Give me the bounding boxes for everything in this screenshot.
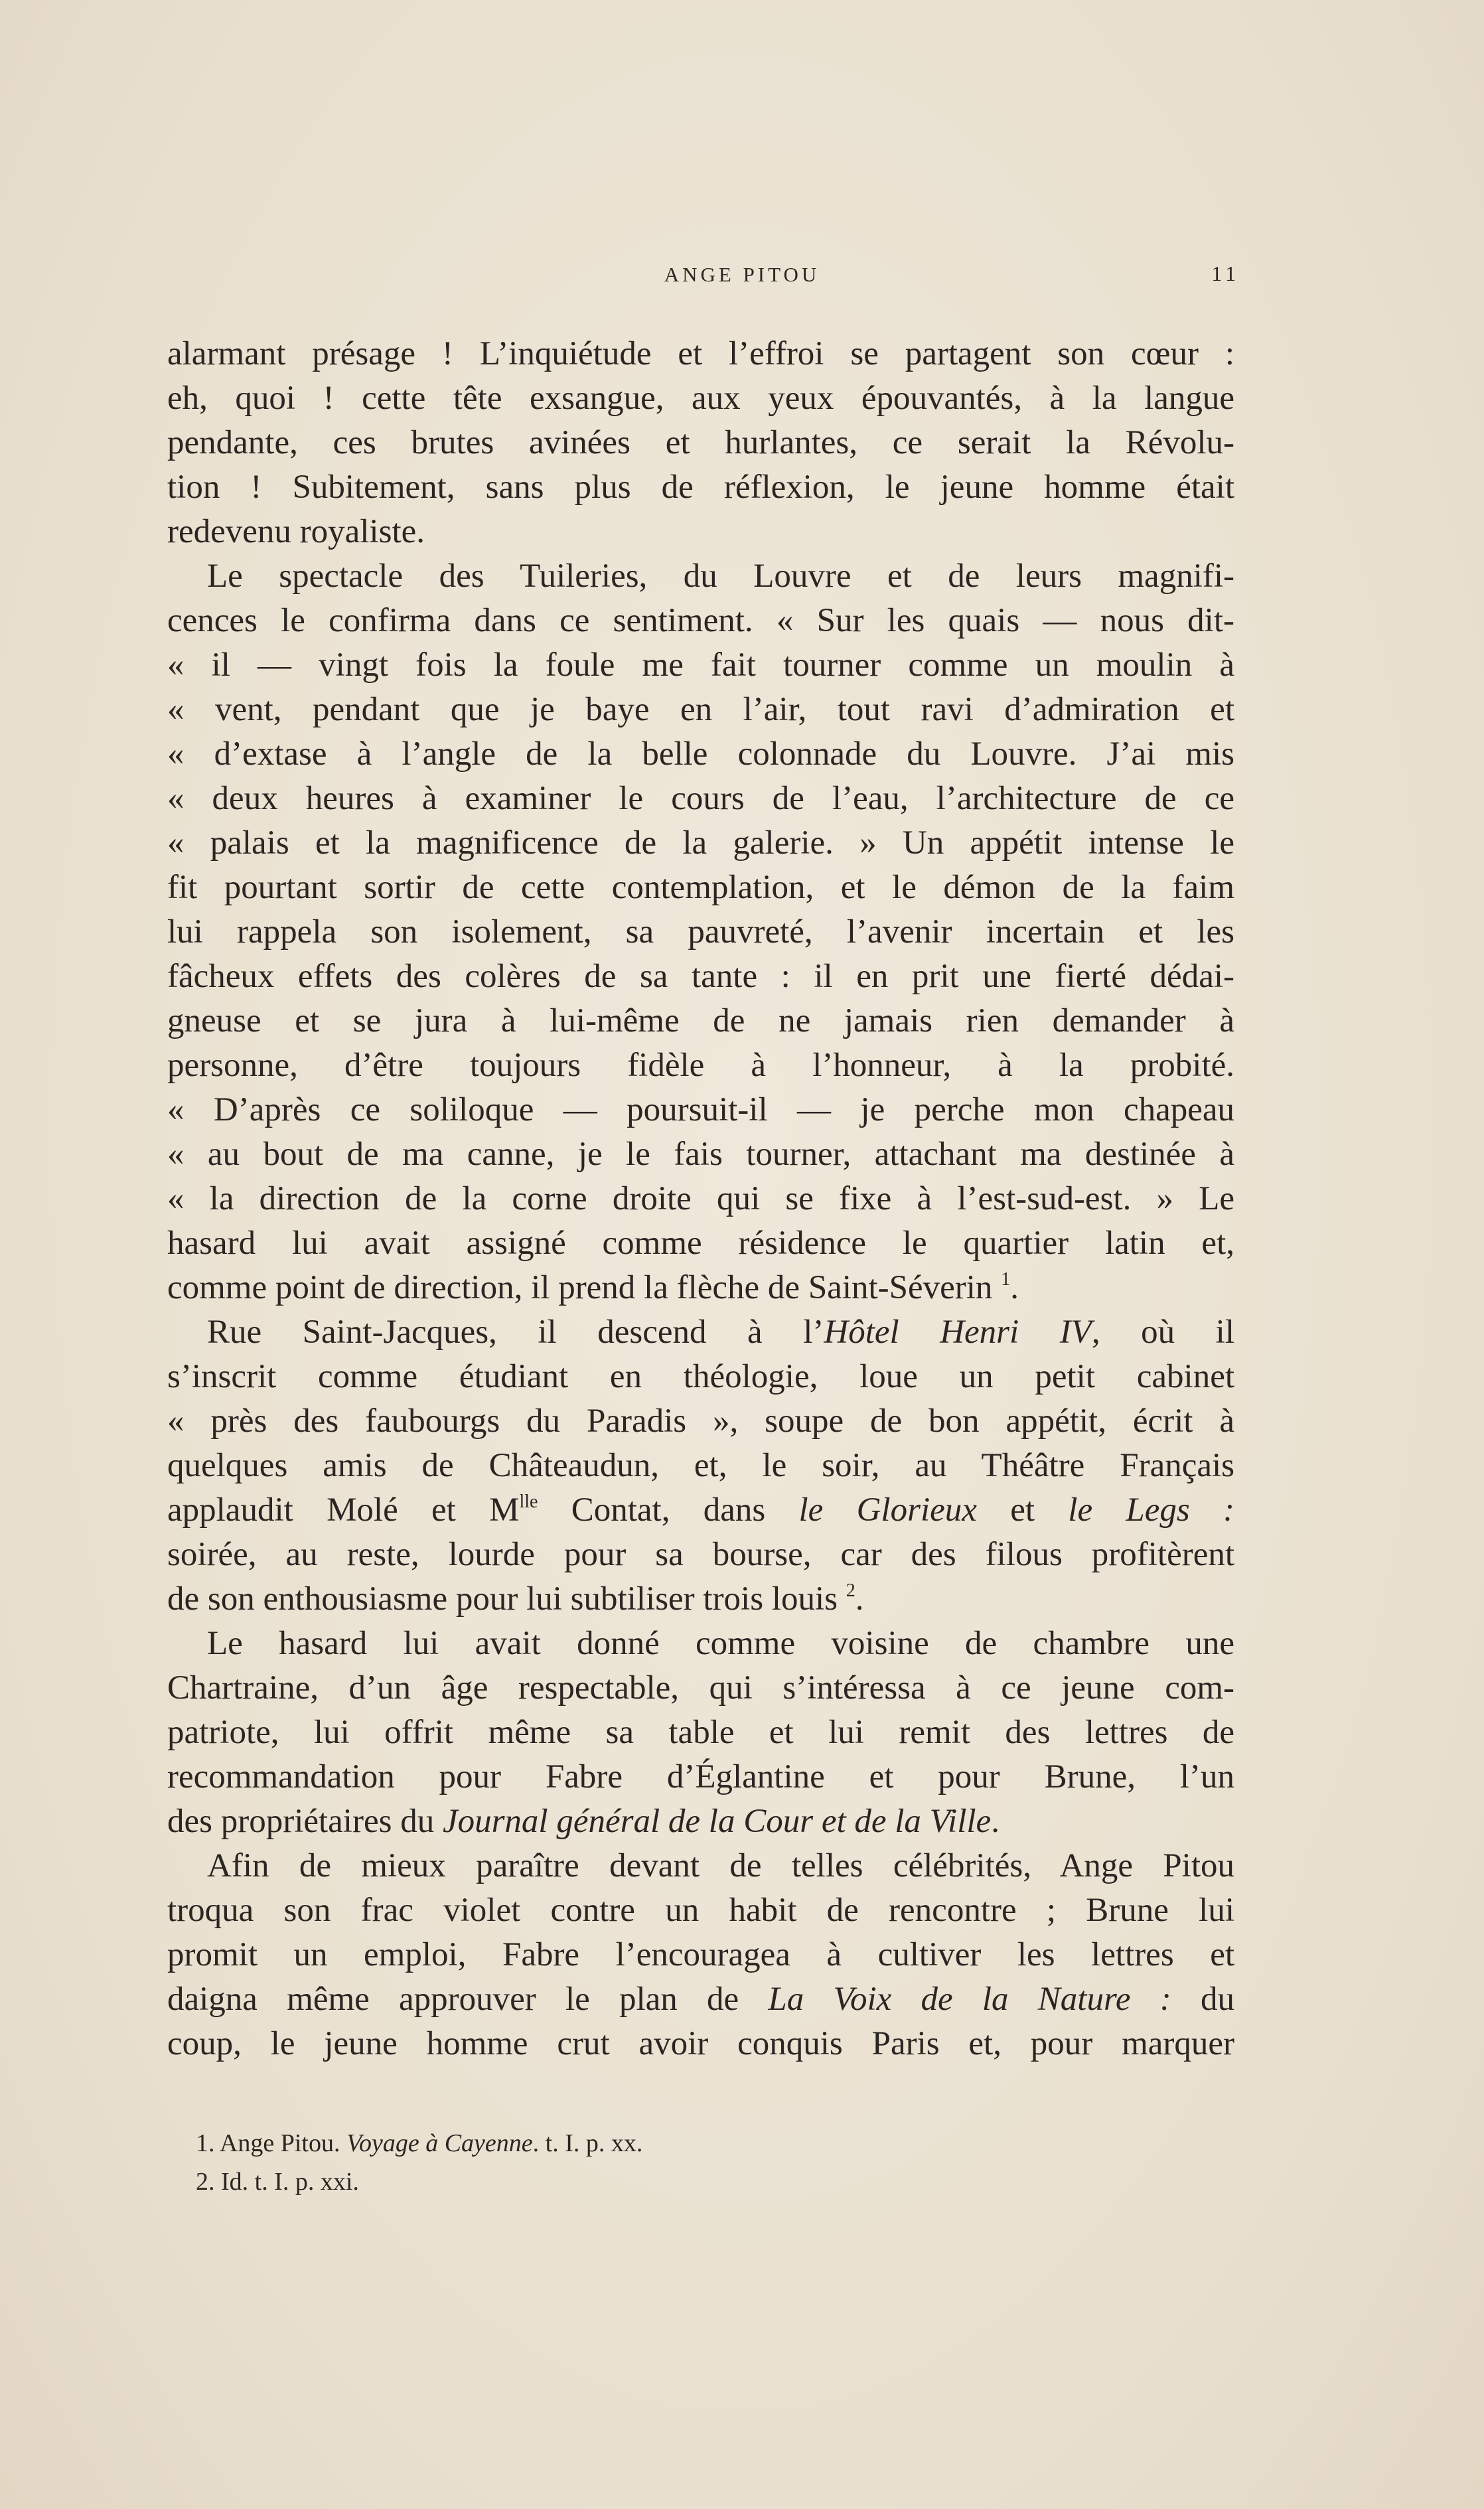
text-run: hasard lui avait assigné comme résidence le quartier latin et, [167, 1225, 1234, 1262]
body-text [167, 332, 1234, 2066]
text-run: Rue Saint-Jacques, il descend à l’ [207, 1314, 824, 1351]
text-run: soirée, au reste, lourde pour sa bourse, car des filous profitèrent [167, 1536, 1234, 1573]
footnote [196, 2124, 642, 2163]
text-line [167, 910, 1234, 954]
text-line [167, 732, 1234, 777]
text-line [167, 376, 1234, 421]
italic-text: La Voix de la Nature : [768, 1981, 1171, 2018]
text-line [167, 1711, 1234, 1755]
superscript: lle [519, 1491, 538, 1512]
text-line [167, 1132, 1234, 1177]
italic-text: le Legs : [1068, 1491, 1234, 1529]
text-run: . [991, 1803, 1000, 1840]
text-run: daigna même approuver le plan de [167, 1981, 769, 2018]
text-run: « au bout de ma canne, je le fais tourner, attachant ma destinée à [167, 1136, 1234, 1173]
text-run: coup, le jeune homme crut avoir conquis Paris et, pour marquer [167, 2025, 1234, 2062]
text-run: gneuse et se jura à lui-même de ne jamais rien demander à [167, 1002, 1234, 1039]
text-line [167, 1043, 1234, 1088]
text-run: Le spectacle des Tuileries, du Louvre et de leurs magnifi- [207, 558, 1234, 595]
text-run: « près des faubourgs du Paradis », soupe de bon appétit, écrit à [167, 1403, 1234, 1440]
text-run: Le hasard lui avait donné comme voisine de chambre une [207, 1625, 1234, 1662]
text-line [167, 1799, 1234, 1844]
text-run: patriote, lui offrit même sa table et lui remit des lettres de [167, 1714, 1234, 1751]
footnote [196, 2163, 642, 2201]
page-number: 11 [1211, 262, 1240, 285]
text-line [167, 1888, 1234, 1933]
text-run: « D’après ce soliloque — poursuit-il — je perche mon chapeau [167, 1091, 1234, 1128]
text-line [167, 1088, 1234, 1132]
text-run: troqua son frac violet contre un habit de rencontre ; Brune lui [167, 1892, 1234, 1929]
text-run: alarmant présage ! L’inquiétude et l’effroi se partagent son cœur : [167, 335, 1234, 372]
text-line [167, 688, 1234, 732]
text-line [167, 421, 1234, 465]
text-run: 2. Id. t. I. p. xxi. [196, 2168, 359, 2196]
text-run: « palais et la magnificence de la galerie. » Un appétit intense le [167, 824, 1234, 862]
text-run: tion ! Subitement, sans plus de réflexion, le jeune homme était [167, 469, 1234, 506]
text-run: et [976, 1491, 1069, 1529]
text-line [167, 1355, 1234, 1399]
text-run: lui rappela son isolement, sa pauvreté, l’avenir incertain et les [167, 913, 1234, 950]
text-run: comme point de direction, il prend la flèche de Saint-Séverin [167, 1269, 1002, 1306]
text-line [167, 1844, 1234, 1888]
text-run: des propriétaires du [167, 1803, 443, 1840]
text-run: , où il [1091, 1314, 1234, 1351]
text-run: de son enthousiasme pour lui subtiliser trois louis [167, 1580, 846, 1618]
text-run: . [1010, 1269, 1019, 1306]
text-line [167, 777, 1234, 821]
footnotes [196, 2124, 642, 2201]
text-line [167, 1933, 1234, 1977]
text-run: redevenu royaliste. [167, 513, 425, 550]
italic-text: Voyage à Cayenne [346, 2129, 533, 2157]
text-line [167, 465, 1234, 510]
text-line [167, 2022, 1234, 2066]
superscript: 2 [846, 1580, 855, 1601]
text-run: Contat, dans [538, 1491, 799, 1529]
text-run: applaudit Molé et M [167, 1491, 520, 1529]
text-run: fit pourtant sortir de cette contemplation, et le démon de la faim [167, 869, 1234, 906]
text-line [167, 1177, 1234, 1221]
text-run: « deux heures à examiner le cours de l’eau, l’architecture de ce [167, 780, 1234, 817]
text-run: . [855, 1580, 864, 1618]
text-run: du [1171, 1981, 1235, 2018]
text-line [167, 1266, 1234, 1310]
text-run: Chartraine, d’un âge respectable, qui s’intéressa à ce jeune com- [167, 1669, 1234, 1707]
italic-text: Journal général de la Cour et de la Ville [442, 1803, 992, 1840]
text-run: . t. I. p. xx. [532, 2129, 643, 2157]
text-line [167, 1533, 1234, 1577]
text-run: 1. Ange Pitou. [196, 2129, 346, 2157]
text-line [167, 510, 1234, 554]
text-line [167, 1622, 1234, 1666]
text-run: quelques amis de Châteaudun, et, le soir, au Théâtre Français [167, 1447, 1234, 1484]
text-line [167, 821, 1234, 866]
text-line [167, 599, 1234, 643]
text-run: pendante, ces brutes avinées et hurlantes, ce serait la Révolu- [167, 424, 1234, 461]
text-run: « vent, pendant que je baye en l’air, tout ravi d’admiration et [167, 691, 1234, 728]
text-run: « la direction de la corne droite qui se fixe à l’est-sud-est. » Le [167, 1180, 1234, 1217]
text-line [167, 1444, 1234, 1488]
text-line [167, 1977, 1234, 2022]
running-head-title: ANGE PITOU [664, 263, 820, 286]
text-run: s’inscrit comme étudiant en théologie, loue un petit cabinet [167, 1358, 1234, 1395]
italic-text: Hôtel Henri IV [824, 1314, 1092, 1351]
running-head [0, 259, 1484, 292]
text-line [167, 1221, 1234, 1266]
text-run: promit un emploi, Fabre l’encouragea à cultiver les lettres et [167, 1936, 1234, 1973]
text-run: « d’extase à l’angle de la belle colonnade du Louvre. J’ai mis [167, 735, 1234, 773]
text-run: recommandation pour Fabre d’Églantine et pour Brune, l’un [167, 1758, 1234, 1795]
text-line [167, 1399, 1234, 1444]
text-run: fâcheux effets des colères de sa tante : il en prit une fierté dédai- [167, 958, 1234, 995]
text-line [167, 1755, 1234, 1799]
text-run: « il — vingt fois la foule me fait tourner comme un moulin à [167, 646, 1234, 684]
text-line [167, 1310, 1234, 1355]
superscript: 1 [1001, 1269, 1011, 1290]
text-line [167, 554, 1234, 599]
italic-text: le Glorieux [798, 1491, 977, 1529]
text-run: eh, quoi ! cette tête exsangue, aux yeux épouvantés, à la langue [167, 380, 1234, 417]
text-line [167, 1666, 1234, 1711]
text-line [167, 643, 1234, 688]
text-line [167, 332, 1234, 376]
text-line [167, 954, 1234, 999]
text-run: Afin de mieux paraître devant de telles célébrités, Ange Pitou [207, 1847, 1234, 1884]
text-line [167, 866, 1234, 910]
text-line [167, 1488, 1234, 1533]
text-run: personne, d’être toujours fidèle à l’honneur, à la probité. [167, 1047, 1234, 1084]
text-line [167, 1577, 1234, 1622]
text-run: cences le confirma dans ce sentiment. « Sur les quais — nous dit- [167, 602, 1234, 639]
text-line [167, 999, 1234, 1043]
